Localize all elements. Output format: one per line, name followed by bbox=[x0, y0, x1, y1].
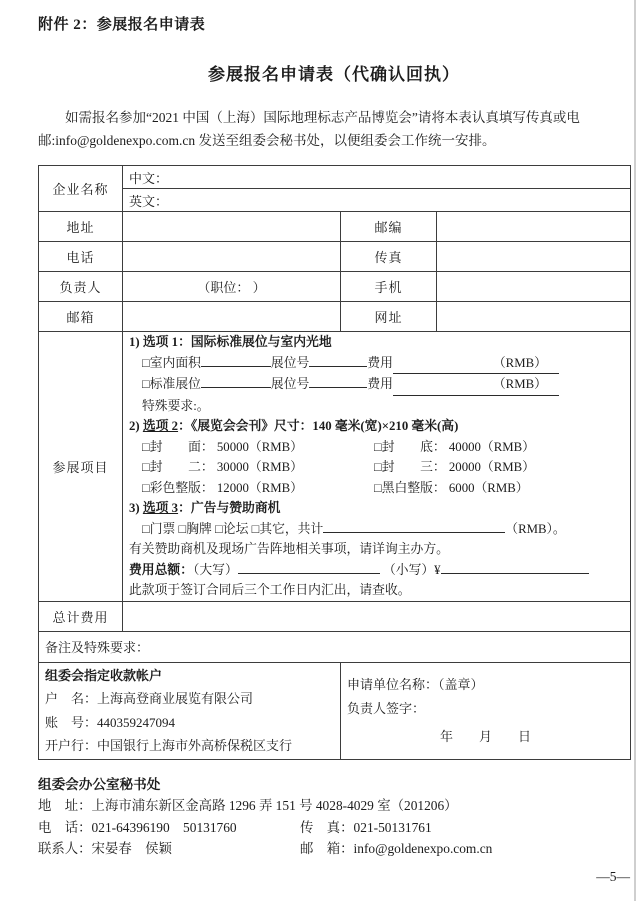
remarks-label: 备注及特殊要求： bbox=[39, 631, 631, 662]
secretariat-address: 地 址：上海市浦东新区金高路 1296 弄 151 号 4028-4029 室（201206） bbox=[38, 798, 458, 813]
applicant-name-line: 申请单位名称：（盖章） bbox=[347, 676, 484, 692]
option3-rest: ：广告与赞助商机 bbox=[178, 501, 281, 515]
attachment-heading: 附件 2：参展报名申请表 bbox=[38, 17, 206, 33]
zipcode-field bbox=[437, 212, 631, 242]
option2-number: 2) bbox=[129, 419, 143, 433]
bank-account-cell bbox=[39, 662, 341, 759]
sponsor-line bbox=[129, 519, 624, 540]
special-requirements-line: 特殊要求:。 bbox=[142, 398, 210, 413]
zipcode-label: 邮编 bbox=[341, 212, 437, 242]
address-row bbox=[39, 212, 631, 242]
secretariat-contact: 联系人：宋晏春 侯颖 bbox=[38, 841, 172, 856]
fax-label: 传真 bbox=[341, 242, 437, 272]
address-field bbox=[123, 212, 341, 242]
option1-number: 1) bbox=[129, 335, 143, 349]
journal-back-checkbox: □封 底： 40000（RMB） bbox=[374, 439, 535, 454]
phone-row bbox=[39, 242, 631, 272]
option1-heading bbox=[129, 332, 624, 353]
option1-rest: ：国际标准展位与室内光地 bbox=[178, 335, 332, 349]
sponsor-total-blank bbox=[323, 519, 505, 533]
bank-title: 组委会指定收款帐户 bbox=[45, 667, 163, 683]
items-label bbox=[39, 332, 123, 602]
items-row bbox=[39, 332, 631, 602]
indoor-boothno-blank bbox=[309, 353, 367, 367]
indoor-fee-blank bbox=[393, 353, 559, 375]
company-name-row bbox=[39, 166, 631, 189]
email-field bbox=[123, 302, 341, 332]
standard-rmb-label: （RMB） bbox=[492, 377, 547, 391]
booth-line-indoor bbox=[129, 353, 624, 375]
company-name-row-en bbox=[39, 189, 631, 212]
bank-branch: 开户行：中国银行上海市外高桥保税区支行 bbox=[45, 738, 293, 753]
option3-number: 3) bbox=[129, 501, 143, 515]
option2-heading bbox=[129, 416, 624, 437]
total-fee-figures-blank bbox=[441, 560, 589, 574]
sponsor-checkboxes: □门票 □胸牌 □论坛 □其它，共计 bbox=[142, 521, 324, 536]
indoor-rmb-label: （RMB） bbox=[492, 355, 547, 370]
company-name-cn-field: 中文： bbox=[123, 166, 631, 189]
mobile-label: 手机 bbox=[341, 272, 437, 302]
standard-fee-label: 费用 bbox=[367, 377, 393, 391]
email-label: 邮箱 bbox=[39, 302, 123, 332]
indoor-area-checkbox: □室内面积 bbox=[142, 355, 201, 370]
phone-field bbox=[123, 242, 341, 272]
applicant-date-line: 年 月 日 bbox=[440, 728, 532, 744]
registration-form-table bbox=[38, 165, 631, 760]
option3-heading bbox=[129, 498, 624, 519]
total-cost-label: 总计费用 bbox=[39, 601, 123, 631]
website-label: 网址 bbox=[341, 302, 437, 332]
journal-options-row2 bbox=[129, 457, 624, 478]
booth-line-standard bbox=[129, 374, 624, 396]
website-field bbox=[437, 302, 631, 332]
indoor-boothno-label: 展位号 bbox=[270, 355, 310, 370]
applicant-sign-cell bbox=[341, 662, 631, 759]
standard-boothno-blank bbox=[309, 374, 367, 388]
form-title: 参展报名申请表（代确认回执） bbox=[208, 65, 460, 84]
journal-inside-front-checkbox: □封 二： 30000（RMB） bbox=[142, 460, 303, 474]
company-name-label bbox=[39, 166, 123, 212]
bank-account-number: 账 号：440359247094 bbox=[45, 714, 176, 730]
mobile-field bbox=[437, 272, 631, 302]
journal-options-row3 bbox=[129, 478, 624, 499]
secretariat-title: 组委会办公室秘书处 bbox=[38, 776, 161, 792]
manager-row bbox=[39, 272, 631, 302]
indoor-fee-label: 费用 bbox=[367, 355, 393, 370]
remarks-row bbox=[39, 631, 631, 662]
option1-name: 选项 1 bbox=[142, 335, 179, 349]
fax-field bbox=[437, 242, 631, 272]
total-fee-figures-label: （小写）¥ bbox=[382, 562, 441, 577]
standard-booth-checkbox: □标准展位 bbox=[142, 377, 201, 391]
journal-color-page-checkbox: □彩色整版： 12000（RMB） bbox=[142, 480, 303, 495]
phone-label: 电话 bbox=[39, 242, 123, 272]
secretariat-email: 邮 箱：info@goldenexpo.com.cn bbox=[300, 841, 493, 856]
option3-name: 选项 3 bbox=[142, 501, 179, 515]
secretariat-contact-email-row bbox=[38, 838, 630, 860]
manager-label: 负责人 bbox=[39, 272, 123, 302]
journal-options-row1 bbox=[129, 437, 624, 458]
option2-rest: ：《展览会会刊》尺寸：140 毫米(宽)×210 毫米(高) bbox=[178, 419, 459, 433]
total-cost-row bbox=[39, 601, 631, 631]
bank-and-sign-row bbox=[39, 662, 631, 759]
email-row bbox=[39, 302, 631, 332]
standard-booth-blank bbox=[201, 374, 271, 388]
page-number: —5— bbox=[596, 868, 630, 884]
total-fee-words-label: （大写） bbox=[192, 562, 238, 577]
journal-inside-back-checkbox: □封 三： 20000（RMB） bbox=[374, 460, 535, 474]
bank-account-name: 户 名：上海高登商业展览有限公司 bbox=[45, 691, 254, 706]
items-content bbox=[123, 332, 631, 602]
standard-fee-blank bbox=[393, 374, 559, 396]
total-fee-label: 费用总额： bbox=[129, 562, 193, 577]
sponsor-note: 有关赞助商机及现场广告阵地相关事项，请详询主办方。 bbox=[129, 542, 449, 556]
items-label-text: 参展项目 bbox=[52, 459, 109, 475]
manager-position-field: （职位： ） bbox=[123, 272, 341, 302]
option2-name: 选项 2 bbox=[142, 419, 179, 433]
sponsor-rmb-label: （RMB）。 bbox=[505, 521, 566, 536]
applicant-sign-line: 负责人签字： bbox=[347, 700, 426, 716]
secretariat-footer bbox=[38, 774, 630, 860]
total-fee-line bbox=[129, 560, 624, 581]
company-name-label-text: 企业名称 bbox=[52, 182, 109, 197]
intro-paragraph: 如需报名参加“2021 中国（上海）国际地理标志产品博览会”请将本表认真填写传真或电邮:info@goldenexpo.com.cn 发送至组委会秘书处，以便组委会工作统一安排。 bbox=[38, 110, 580, 148]
company-name-en-field: 英文： bbox=[123, 189, 631, 212]
journal-cover-checkbox: □封 面： 50000（RMB） bbox=[142, 439, 303, 454]
secretariat-phone: 电 话：021-64396190 50131760 bbox=[38, 819, 237, 835]
remit-note: 此款项于签订合同后三个工作日内汇出，请查收。 bbox=[129, 583, 411, 597]
secretariat-phone-fax-row bbox=[38, 817, 630, 839]
standard-boothno-label: 展位号 bbox=[270, 377, 310, 391]
secretariat-fax: 传 真：021-50131761 bbox=[300, 819, 432, 835]
total-cost-field bbox=[123, 601, 631, 631]
total-fee-words-blank bbox=[238, 560, 380, 574]
address-label: 地址 bbox=[39, 212, 123, 242]
indoor-area-blank bbox=[201, 353, 271, 367]
journal-bw-page-checkbox: □黑白整版： 6000（RMB） bbox=[374, 480, 529, 495]
